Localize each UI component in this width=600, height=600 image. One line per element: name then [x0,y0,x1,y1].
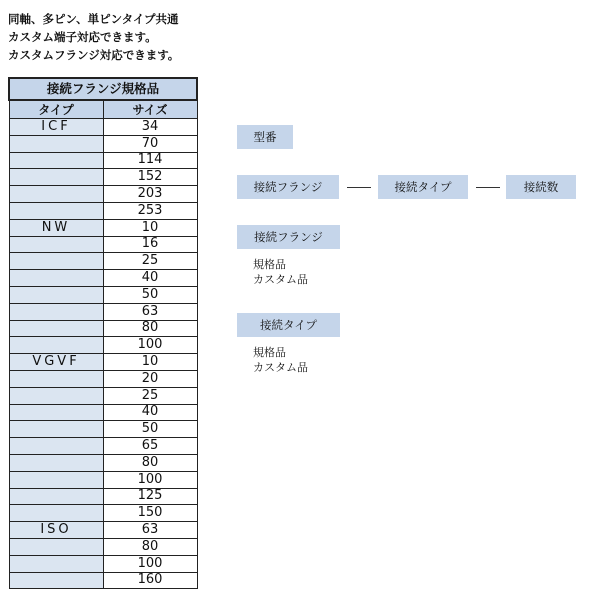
column-header-type: タイプ [9,100,103,119]
type-cell: NW [9,219,103,236]
size-cell: 40 [103,270,197,287]
size-cell: 100 [103,471,197,488]
type-cell [9,270,103,287]
type-cell [9,286,103,303]
type-cell [9,438,103,455]
model-number-box: 型番 [237,125,293,149]
table-row [9,471,197,488]
table-title: 接続フランジ規格品 [9,78,197,100]
type-cell [9,387,103,404]
type-cell [9,202,103,219]
flange-section-title: 接続フランジ [237,225,340,249]
list-item: カスタム品 [253,273,308,286]
type-cell [9,488,103,505]
size-cell: 34 [103,119,197,136]
connector-dash [476,187,500,188]
type-cell [9,471,103,488]
connection-count-box: 接続数 [506,175,576,199]
type-cell [9,404,103,421]
intro-line: 同軸、多ピン、単ピンタイプ共通 [8,12,179,26]
size-cell: 253 [103,202,197,219]
flange-section-list [253,257,308,287]
size-cell: 100 [103,555,197,572]
connector-dash [347,187,371,188]
type-cell [9,337,103,354]
size-cell: 50 [103,286,197,303]
list-item: カスタム品 [253,361,308,374]
type-cell [9,236,103,253]
table-row [9,169,197,186]
table-row [9,488,197,505]
flange-spec-table [8,77,198,589]
table-row [9,152,197,169]
size-cell: 50 [103,421,197,438]
type-cell [9,555,103,572]
table-row [9,370,197,387]
intro-line: カスタム端子対応できます。 [8,30,157,44]
table-row [9,337,197,354]
table-row [9,572,197,589]
column-header-size: サイズ [103,100,197,119]
type-section-title: 接続タイプ [237,313,340,337]
size-cell: 25 [103,387,197,404]
size-cell: 65 [103,438,197,455]
table-row [9,438,197,455]
size-cell: 160 [103,572,197,589]
intro-text [8,10,179,64]
size-cell: 114 [103,152,197,169]
size-cell: 63 [103,522,197,539]
flange-box: 接続フランジ [237,175,339,199]
table-row [9,538,197,555]
size-cell: 80 [103,454,197,471]
table-row [9,236,197,253]
size-cell: 100 [103,337,197,354]
table-row [9,270,197,287]
size-cell: 80 [103,538,197,555]
table-row [9,202,197,219]
type-cell [9,320,103,337]
table-row [9,186,197,203]
type-cell [9,454,103,471]
table-row [9,354,197,371]
type-cell [9,505,103,522]
table-row [9,253,197,270]
table-row [9,505,197,522]
table-row [9,219,197,236]
size-cell: 25 [103,253,197,270]
type-section-list [253,345,308,375]
intro-line: カスタムフランジ対応できます。 [8,48,180,62]
type-cell [9,253,103,270]
size-cell: 63 [103,303,197,320]
size-cell: 16 [103,236,197,253]
type-cell [9,169,103,186]
type-cell: VGVF [9,354,103,371]
type-cell: ISO [9,522,103,539]
table-row [9,454,197,471]
type-cell [9,421,103,438]
size-cell: 80 [103,320,197,337]
table-row [9,522,197,539]
table-row [9,387,197,404]
type-cell [9,370,103,387]
list-item: 規格品 [253,258,286,271]
connection-type-box: 接続タイプ [378,175,468,199]
table-row [9,404,197,421]
type-cell [9,303,103,320]
list-item: 規格品 [253,346,286,359]
size-cell: 70 [103,135,197,152]
table-row [9,320,197,337]
size-cell: 125 [103,488,197,505]
table-row [9,421,197,438]
table-body [9,119,197,589]
table-row [9,555,197,572]
type-cell [9,572,103,589]
type-cell [9,186,103,203]
table-row [9,119,197,136]
size-cell: 152 [103,169,197,186]
type-cell [9,135,103,152]
size-cell: 40 [103,404,197,421]
size-cell: 10 [103,219,197,236]
size-cell: 10 [103,354,197,371]
table-row [9,286,197,303]
size-cell: 20 [103,370,197,387]
type-cell: ICF [9,119,103,136]
table-row [9,303,197,320]
type-cell [9,152,103,169]
size-cell: 203 [103,186,197,203]
type-cell [9,538,103,555]
table-row [9,135,197,152]
size-cell: 150 [103,505,197,522]
